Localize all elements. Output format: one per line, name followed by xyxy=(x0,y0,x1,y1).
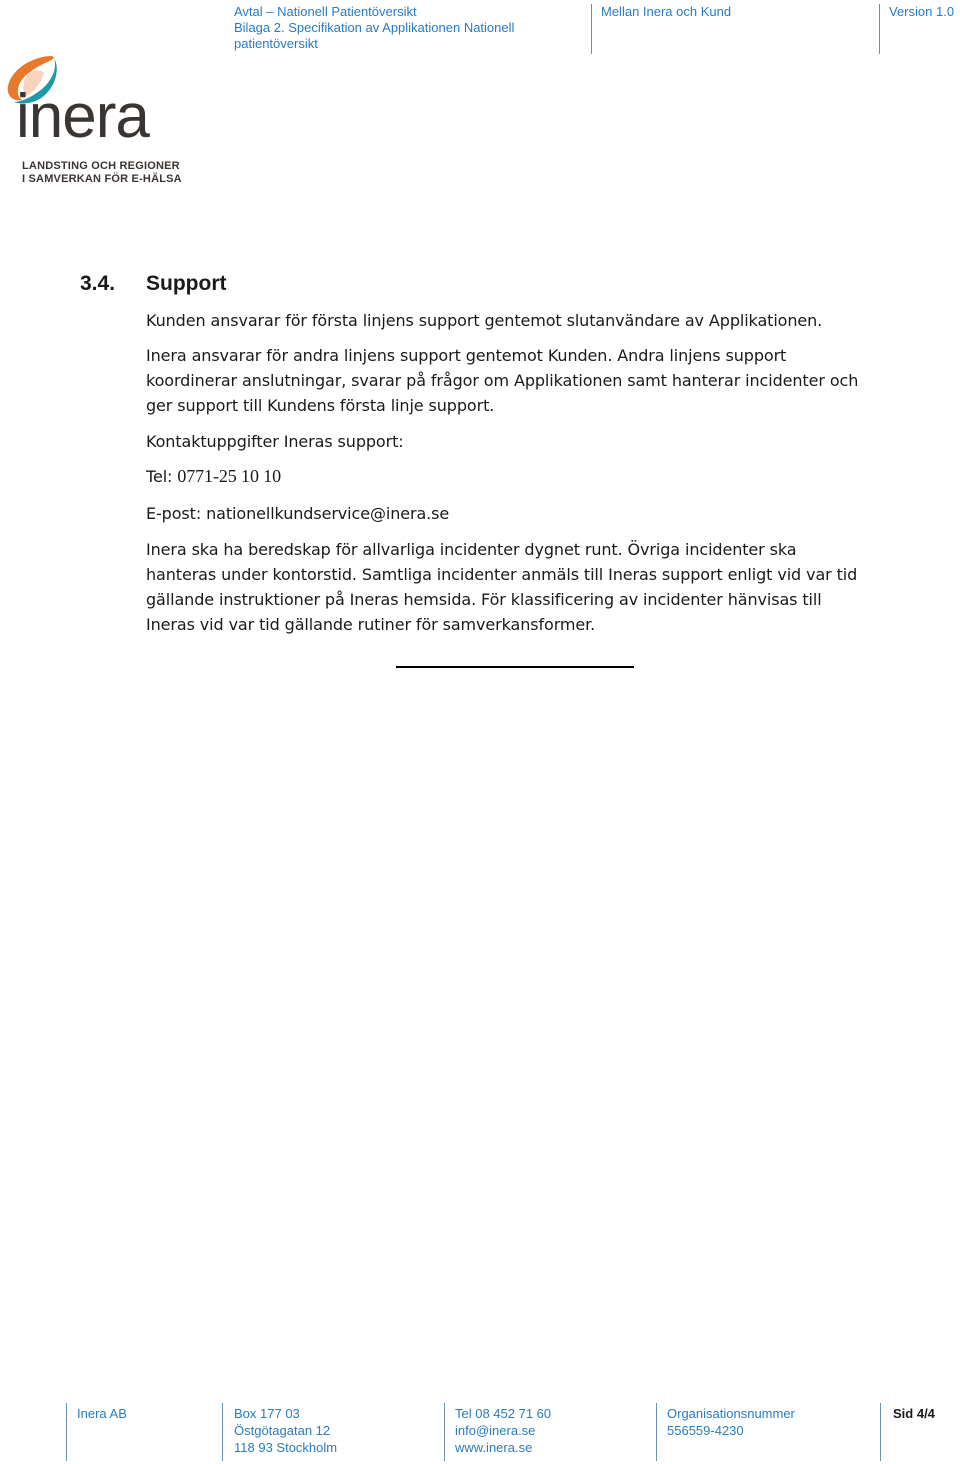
header-title-line1: Avtal – Nationell Patientöversikt xyxy=(234,4,417,19)
header-parties: Mellan Inera och Kund xyxy=(601,4,732,19)
header-divider xyxy=(591,4,592,54)
footer-divider xyxy=(66,1403,67,1461)
footer-address-line1: Box 177 03 xyxy=(234,1406,300,1421)
footer-org-number: 556559-4230 xyxy=(667,1423,744,1438)
end-of-document-rule xyxy=(396,666,634,668)
header-version: Version 1.0 xyxy=(889,4,955,19)
footer-divider xyxy=(444,1403,445,1461)
footer-phone: Tel 08 452 71 60 xyxy=(455,1406,552,1421)
phone-label: Tel: xyxy=(146,467,173,486)
paragraph-second-line-support: Inera ansvarar för andra linjens support gentemot Kunden. Andra linjens support koordinerar anslutningar, svarar på frågor om Applikationen samt hanterar incidenter och ger support till Kundens första linje support. xyxy=(146,346,859,415)
section-title: Support xyxy=(146,272,227,295)
section-number: 3.4. xyxy=(80,272,116,295)
footer-address xyxy=(234,1405,337,1456)
paragraph-incidents: Inera ska ha beredskap för allvarliga incidenter dygnet runt. Övriga incidenter ska hanteras under kontorstid. Samtliga incidenter anmäls till Ineras support enligt vid var tid gällande instruktioner på Ineras hemsida. För klassificering av incidenter hänvisas till Ineras vid var tid gällande rutiner för samverkansformer. xyxy=(146,540,858,634)
footer-email: info@inera.se xyxy=(455,1423,536,1438)
logo-tagline-line2: I SAMVERKAN FÖR E-HÄLSA xyxy=(22,173,182,185)
footer-website: www.inera.se xyxy=(455,1440,533,1455)
footer-contact xyxy=(455,1405,551,1456)
header-title-line2: Bilaga 2. Specifikation av Applikationen Nationell patientöversikt xyxy=(234,20,515,51)
footer-org-label: Organisationsnummer xyxy=(667,1406,795,1421)
footer-divider xyxy=(222,1403,223,1461)
footer-address-line3: 118 93 Stockholm xyxy=(234,1440,338,1455)
footer-company: Inera AB xyxy=(77,1406,127,1421)
header-divider xyxy=(879,4,880,54)
phone-number: 0771-25 10 10 xyxy=(177,466,282,486)
footer-page-number: Sid 4/4 xyxy=(893,1406,935,1421)
footer-address-line2: Östgötagatan 12 xyxy=(234,1423,331,1438)
footer-divider xyxy=(880,1403,881,1461)
inera-logo xyxy=(4,54,182,188)
logo-tagline-line1: LANDSTING OCH REGIONER xyxy=(22,160,180,172)
footer-divider xyxy=(656,1403,657,1461)
contact-heading: Kontaktuppgifter Ineras support: xyxy=(146,432,404,451)
contact-phone xyxy=(146,464,886,489)
paragraph-first-line-support: Kunden ansvarar för första linjens support gentemot slutanvändare av Applikationen. xyxy=(146,311,823,330)
contact-email: E-post: nationellkundservice@inera.se xyxy=(146,504,450,523)
inera-wordmark: inera xyxy=(16,82,149,151)
footer-org xyxy=(667,1405,795,1439)
header-document-title xyxy=(234,4,574,52)
